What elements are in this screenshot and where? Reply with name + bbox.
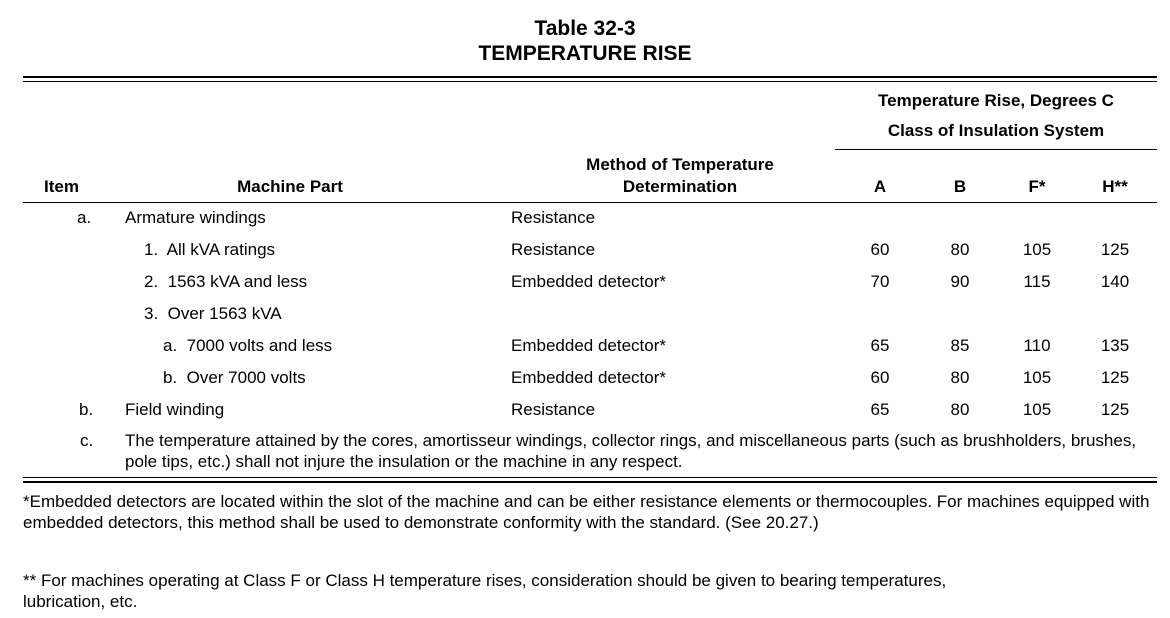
row-value-class-b: 90 <box>950 272 970 291</box>
row-value-class-f: 115 <box>1023 272 1051 291</box>
row-machine-part: Field winding <box>125 400 225 419</box>
footnote-class-f-h: ** For machines operating at Class F or Class H temperature rises, consideration should be given to bearing temperatures, lubrication, etc. <box>23 571 947 611</box>
row-value-class-h: 140 <box>1100 272 1130 291</box>
row-value-class-f: 105 <box>1022 368 1052 387</box>
top-rule-2 <box>23 81 1157 82</box>
row-value-class-a: 60 <box>870 368 890 387</box>
row-machine-part: 3. Over 1563 kVA <box>144 304 282 323</box>
method-column-header-line2: Determination <box>622 177 738 196</box>
table-name: TEMPERATURE RISE <box>478 42 692 65</box>
method-column-header-line1: Method of Temperature <box>586 155 774 174</box>
temperature-rise-group-header: Temperature Rise, Degrees C <box>878 91 1114 110</box>
row-value-class-f: 105 <box>1022 400 1052 419</box>
row-value-class-a: 70 <box>870 272 890 291</box>
row-machine-part: 2. 1563 kVA and less <box>144 272 308 291</box>
row-machine-part: Armature windings <box>125 208 266 227</box>
row-item-label: a. <box>77 208 92 227</box>
table-title <box>0 16 1170 66</box>
row-value-class-h: 125 <box>1100 400 1130 419</box>
header-rule <box>23 202 1157 203</box>
bottom-rule-2 <box>23 481 1157 483</box>
row-value-class-a: 60 <box>870 240 890 259</box>
row-value-class-a: 65 <box>870 336 890 355</box>
insulation-class-group-header: Class of Insulation System <box>887 121 1105 140</box>
row-item-label: b. <box>79 400 94 419</box>
item-column-header: Item <box>44 177 79 196</box>
row-machine-part: a. 7000 volts and less <box>163 336 333 355</box>
row-machine-part: 1. All kVA ratings <box>144 240 276 259</box>
row-c-note: The temperature attained by the cores, amortisseur windings, collector rings, and miscellaneous parts (such as brushholders, brushes, pole tips, etc.) shall not injure the insulation or the machine in any respect. <box>125 431 1137 471</box>
row-method: Embedded detector* <box>511 368 666 387</box>
row-method: Resistance <box>511 400 596 419</box>
row-value-class-h: 125 <box>1100 240 1130 259</box>
class-h-header: H** <box>1102 177 1128 196</box>
class-b-header: B <box>953 177 967 196</box>
row-value-class-h: 125 <box>1100 368 1130 387</box>
row-method: Resistance <box>511 240 596 259</box>
row-value-class-f: 105 <box>1022 240 1052 259</box>
row-value-class-f: 110 <box>1023 336 1051 355</box>
class-a-header: A <box>873 177 887 196</box>
row-value-class-b: 85 <box>950 336 970 355</box>
row-value-class-h: 135 <box>1100 336 1130 355</box>
row-value-class-b: 80 <box>950 368 970 387</box>
machine-part-column-header: Machine Part <box>237 177 343 196</box>
top-rule-1 <box>23 76 1157 78</box>
row-item-label: c. <box>80 431 94 450</box>
bottom-rule-1 <box>23 477 1157 478</box>
footnote-embedded-detectors: *Embedded detectors are located within the slot of the machine and can be either resistance elements or thermocouples. For machines equipped with embedded detectors, this method shall be used to demonstrate conformity with the standard. (See 20.27.) <box>23 492 1150 532</box>
class-f-header: F* <box>1028 177 1046 196</box>
table-number: Table 32-3 <box>534 17 636 40</box>
row-method: Embedded detector* <box>511 336 666 355</box>
row-value-class-b: 80 <box>950 400 970 419</box>
row-value-class-b: 80 <box>950 240 970 259</box>
group-header-rule <box>835 149 1157 150</box>
row-value-class-a: 65 <box>870 400 890 419</box>
row-method: Resistance <box>511 208 596 227</box>
row-machine-part: b. Over 7000 volts <box>163 368 306 387</box>
row-method: Embedded detector* <box>511 272 666 291</box>
